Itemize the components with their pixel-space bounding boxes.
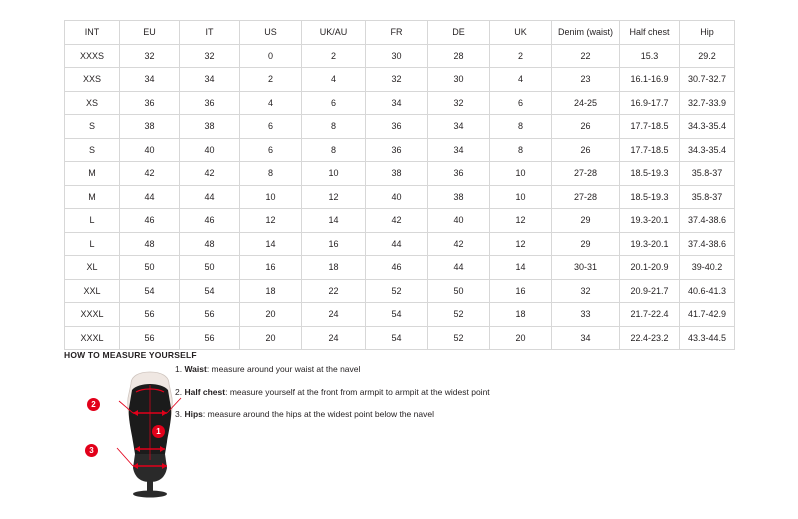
size-label-cell: XXXL: [65, 326, 120, 350]
table-cell: 4: [490, 68, 552, 92]
table-cell: 32: [366, 68, 428, 92]
note-text: : measure yourself at the front from armpit to armpit at the widest point: [225, 386, 490, 397]
table-row: [65, 44, 735, 68]
table-cell: 12: [490, 232, 552, 256]
table-cell: 10: [490, 162, 552, 186]
size-chart-table: [64, 20, 735, 350]
table-cell: 37.4-38.6: [680, 232, 735, 256]
table-cell: 38: [428, 185, 490, 209]
table-cell: 0: [240, 44, 302, 68]
table-cell: 14: [490, 256, 552, 280]
table-cell: 18: [490, 303, 552, 327]
table-cell: 18.5-19.3: [620, 185, 680, 209]
table-cell: 12: [240, 209, 302, 233]
table-cell: 20.1-20.9: [620, 256, 680, 280]
table-cell: 20.9-21.7: [620, 279, 680, 303]
table-cell: 34: [428, 115, 490, 139]
note-text: : measure around the hips at the widest point below the navel: [202, 409, 434, 419]
table-cell: 54: [366, 326, 428, 350]
table-cell: 40: [428, 209, 490, 233]
table-cell: 54: [180, 279, 240, 303]
table-cell: 12: [490, 209, 552, 233]
table-row: [65, 91, 735, 115]
table-cell: 34: [428, 138, 490, 162]
table-header-cell: US: [240, 21, 302, 45]
table-cell: 42: [180, 162, 240, 186]
table-cell: 52: [428, 303, 490, 327]
table-cell: 30.7-32.7: [680, 68, 735, 92]
table-cell: 52: [366, 279, 428, 303]
table-cell: 32: [180, 44, 240, 68]
table-cell: 46: [180, 209, 240, 233]
table-cell: 32: [552, 279, 620, 303]
table-cell: 8: [490, 138, 552, 162]
table-cell: 40.6-41.3: [680, 279, 735, 303]
table-cell: 43.3-44.5: [680, 326, 735, 350]
table-cell: 56: [180, 303, 240, 327]
table-cell: 15.3: [620, 44, 680, 68]
table-cell: 16.9-17.7: [620, 91, 680, 115]
note-term: Hips: [184, 409, 203, 419]
size-label-cell: L: [65, 209, 120, 233]
table-cell: 10: [490, 185, 552, 209]
table-cell: 36: [366, 138, 428, 162]
table-cell: 29: [552, 209, 620, 233]
table-cell: 32.7-33.9: [680, 91, 735, 115]
table-cell: 16.1-16.9: [620, 68, 680, 92]
table-cell: 50: [428, 279, 490, 303]
table-cell: 38: [120, 115, 180, 139]
table-cell: 24: [302, 326, 366, 350]
table-header-cell: UK: [490, 21, 552, 45]
table-cell: 4: [240, 91, 302, 115]
table-cell: 10: [302, 162, 366, 186]
note-number: 2.: [175, 386, 183, 397]
table-row: [65, 185, 735, 209]
table-cell: 16: [302, 232, 366, 256]
table-cell: 2: [490, 44, 552, 68]
table-cell: 12: [302, 185, 366, 209]
table-header-row: [65, 21, 735, 45]
note-number: 3.: [175, 409, 183, 419]
size-label-cell: XXS: [65, 68, 120, 92]
measure-note: [175, 386, 595, 398]
table-cell: 30: [366, 44, 428, 68]
table-cell: 50: [120, 256, 180, 280]
table-cell: 30-31: [552, 256, 620, 280]
size-label-cell: XXL: [65, 279, 120, 303]
table-cell: 22: [302, 279, 366, 303]
table-cell: 30: [428, 68, 490, 92]
table-header-cell: Denim (waist): [552, 21, 620, 45]
table-cell: 38: [366, 162, 428, 186]
size-label-cell: XXXL: [65, 303, 120, 327]
table-cell: 44: [428, 256, 490, 280]
table-cell: 35.8-37: [680, 185, 735, 209]
table-header-cell: UK/AU: [302, 21, 366, 45]
table-row: [65, 303, 735, 327]
table-cell: 20: [490, 326, 552, 350]
table-cell: 8: [490, 115, 552, 139]
table-cell: 32: [428, 91, 490, 115]
table-cell: 42: [120, 162, 180, 186]
table-cell: 37.4-38.6: [680, 209, 735, 233]
table-cell: 38: [180, 115, 240, 139]
table-cell: 41.7-42.9: [680, 303, 735, 327]
table-cell: 36: [180, 91, 240, 115]
table-cell: 36: [428, 162, 490, 186]
table-cell: 48: [120, 232, 180, 256]
marker-2: 2: [87, 398, 100, 411]
size-label-cell: M: [65, 162, 120, 186]
table-cell: 35.8-37: [680, 162, 735, 186]
table-cell: 22.4-23.2: [620, 326, 680, 350]
table-cell: 54: [120, 279, 180, 303]
table-row: [65, 256, 735, 280]
table-row: [65, 326, 735, 350]
table-cell: 23: [552, 68, 620, 92]
table-cell: 18.5-19.3: [620, 162, 680, 186]
table-row: [65, 209, 735, 233]
table-cell: 28: [428, 44, 490, 68]
table-header-cell: INT: [65, 21, 120, 45]
table-cell: 16: [240, 256, 302, 280]
table-cell: 44: [120, 185, 180, 209]
table-header-cell: IT: [180, 21, 240, 45]
table-cell: 8: [240, 162, 302, 186]
table-cell: 8: [302, 138, 366, 162]
note-text: : measure around your waist at the navel: [206, 364, 361, 374]
table-cell: 54: [366, 303, 428, 327]
table-cell: 20: [240, 303, 302, 327]
table-header-cell: DE: [428, 21, 490, 45]
table-cell: 18: [302, 256, 366, 280]
table-cell: 36: [366, 115, 428, 139]
table-cell: 24-25: [552, 91, 620, 115]
table-cell: 42: [366, 209, 428, 233]
note-number: 1.: [175, 364, 183, 374]
size-label-cell: XL: [65, 256, 120, 280]
table-cell: 48: [180, 232, 240, 256]
table-cell: 6: [302, 91, 366, 115]
table-cell: 46: [366, 256, 428, 280]
table-cell: 32: [120, 44, 180, 68]
table-cell: 14: [302, 209, 366, 233]
measure-note: [175, 408, 595, 420]
table-cell: 27-28: [552, 185, 620, 209]
table-cell: 20: [240, 326, 302, 350]
table-cell: 40: [120, 138, 180, 162]
table-row: [65, 68, 735, 92]
table-cell: 56: [120, 326, 180, 350]
table-header-cell: EU: [120, 21, 180, 45]
table-cell: 2: [302, 44, 366, 68]
table-cell: 19.3-20.1: [620, 209, 680, 233]
table-cell: 34: [180, 68, 240, 92]
table-row: [65, 279, 735, 303]
table-cell: 44: [366, 232, 428, 256]
marker-3: 3: [85, 444, 98, 457]
table-cell: 34: [552, 326, 620, 350]
table-cell: 14: [240, 232, 302, 256]
table-cell: 17.7-18.5: [620, 115, 680, 139]
size-label-cell: S: [65, 138, 120, 162]
table-cell: 27-28: [552, 162, 620, 186]
table-cell: 29: [552, 232, 620, 256]
table-cell: 56: [180, 326, 240, 350]
table-cell: 33: [552, 303, 620, 327]
table-cell: 18: [240, 279, 302, 303]
marker-1: 1: [152, 425, 165, 438]
table-cell: 6: [490, 91, 552, 115]
table-cell: 26: [552, 138, 620, 162]
table-header-cell: Hip: [680, 21, 735, 45]
note-term: Half chest: [184, 386, 226, 397]
table-cell: 34.3-35.4: [680, 115, 735, 139]
table-cell: 50: [180, 256, 240, 280]
table-header-cell: FR: [366, 21, 428, 45]
size-label-cell: XS: [65, 91, 120, 115]
table-row: [65, 138, 735, 162]
table-cell: 39-40.2: [680, 256, 735, 280]
table-cell: 10: [240, 185, 302, 209]
table-cell: 2: [240, 68, 302, 92]
size-label-cell: S: [65, 115, 120, 139]
table-header-cell: Half chest: [620, 21, 680, 45]
table-cell: 19.3-20.1: [620, 232, 680, 256]
table-cell: 16: [490, 279, 552, 303]
table-cell: 52: [428, 326, 490, 350]
table-cell: 6: [240, 138, 302, 162]
table-cell: 4: [302, 68, 366, 92]
table-cell: 34: [366, 91, 428, 115]
table-cell: 21.7-22.4: [620, 303, 680, 327]
note-term: Waist: [184, 364, 207, 374]
table-cell: 34.3-35.4: [680, 138, 735, 162]
table-row: [65, 162, 735, 186]
measure-note: [175, 363, 595, 375]
table-row: [65, 232, 735, 256]
table-row: [65, 115, 735, 139]
size-label-cell: L: [65, 232, 120, 256]
how-to-measure-title: HOW TO MEASURE YOURSELF: [64, 350, 197, 360]
table-cell: 34: [120, 68, 180, 92]
table-cell: 29.2: [680, 44, 735, 68]
table-cell: 44: [180, 185, 240, 209]
table-cell: 40: [366, 185, 428, 209]
table-cell: 22: [552, 44, 620, 68]
table-cell: 26: [552, 115, 620, 139]
table-cell: 36: [120, 91, 180, 115]
table-cell: 24: [302, 303, 366, 327]
table-cell: 17.7-18.5: [620, 138, 680, 162]
table-cell: 42: [428, 232, 490, 256]
table-cell: 46: [120, 209, 180, 233]
measure-notes: [175, 363, 595, 431]
table-cell: 40: [180, 138, 240, 162]
table-cell: 6: [240, 115, 302, 139]
size-label-cell: M: [65, 185, 120, 209]
table-cell: 56: [120, 303, 180, 327]
table-cell: 8: [302, 115, 366, 139]
size-label-cell: XXXS: [65, 44, 120, 68]
